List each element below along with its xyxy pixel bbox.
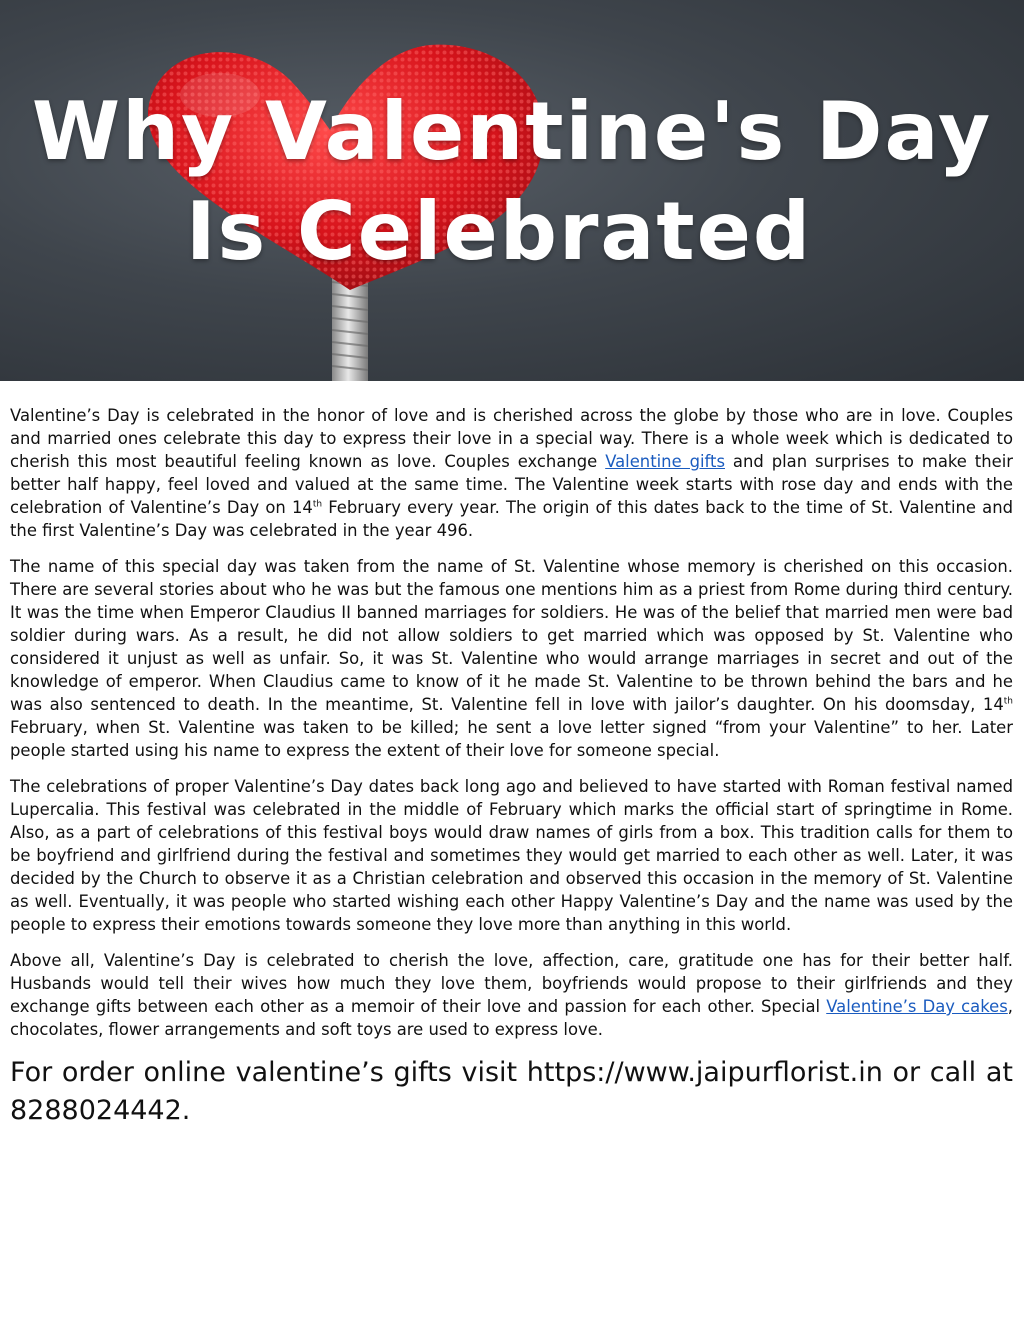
- paragraph-intro: [10, 404, 1013, 542]
- valentines-day-cakes-link[interactable]: Valentine’s Day cakes: [826, 997, 1008, 1016]
- paragraph-history: [10, 555, 1013, 762]
- page-title-line-1: Why Valentine's Day: [31, 85, 993, 178]
- paragraph-history-text-2: February, when St. Valentine was taken to be killed; he sent a love letter signed “from your Valentine” to her. Later people started using his name to express the extent of their love for someone special.: [10, 718, 1013, 760]
- ordinal-superscript: th: [312, 499, 323, 510]
- paragraph-intro-text-3: February every year. The origin of this dates back to the time of St. Valentine and the first Valentine’s Day was celebrated in the year 496.: [10, 498, 1013, 540]
- order-call-to-action: For order online valentine’s gifts visit https://www.jaipurflorist.in or call at 8288024442.: [10, 1057, 1013, 1126]
- article-body: [10, 404, 1013, 1130]
- paragraph-conclusion-text-1: Above all, Valentine’s Day is celebrated to cherish the love, affection, care, gratitude one has for their better half. Husbands would tell their wives how much they love them, boyfriends would propose to their girlfriends and they exchange gifts between each other as a memoir of their love and passion for each other. Special: [10, 951, 1013, 1016]
- paragraph-history-text-1: The name of this special day was taken from the name of St. Valentine whose memory is cherished on this occasion. There are several stories about who he was but the famous one mentions him as a priest from Rome during third century. It was the time when Emperor Claudius II banned marriages for soldiers. He was of the belief that married men were bad soldier during wars. As a result, he did not allow soldiers to get married which was opposed by St. Valentine who considered it unjust as well as unfair. So, it was St. Valentine who would arrange marriages in secret and out of the knowledge of emperor. When Claudius came to know of it he made St. Valentine to be thrown behind the bars and he was also sentenced to death. In the meantime, St. Valentine fell in love with jailor’s daughter. On his doomsday, 14: [10, 557, 1013, 714]
- paragraph-conclusion: [10, 949, 1013, 1041]
- hero-banner: [0, 0, 1024, 381]
- valentine-gifts-link[interactable]: Valentine gifts: [605, 452, 725, 471]
- paragraph-intro-text-1: Valentine’s Day is celebrated in the honor of love and is cherished across the globe by those who are in love. Couples and married ones celebrate this day to express their love in a special way. There is a whole week which is dedicated to cherish this most beautiful feeling known as love. Couples exchange: [10, 406, 1013, 471]
- ordinal-superscript: th: [1003, 696, 1013, 707]
- paragraph-lupercalia: The celebrations of proper Valentine’s Day dates back long ago and believed to have started with Roman festival named Lupercalia. This festival was celebrated in the middle of February which marks the official start of springtime in Rome. Also, as a part of celebrations of this festival boys would draw names of girls from a box. This tradition calls for them to be boyfriend and girlfriend during the festival and sometimes they would get married to each other as well. Later, it was decided by the Church to observe it as a Christian celebration and observed this occasion in the memory of St. Valentine as well. Eventually, it was people who started wishing each other Happy Valentine’s Day and the name was used by the people to express their emotions towards someone they love more than anything in this world.: [10, 777, 1013, 934]
- paragraph-intro-text-2: and plan surprises to make their better half happy, feel loved and valued at the same time. The Valentine week starts with rose day and ends with the celebration of Valentine’s Day on 14: [10, 452, 1013, 517]
- paragraph-conclusion-text-2: , chocolates, flower arrangements and soft toys are used to express love.: [10, 997, 1013, 1039]
- page-title: [0, 82, 1024, 282]
- page-title-line-2: Is Celebrated: [185, 185, 813, 278]
